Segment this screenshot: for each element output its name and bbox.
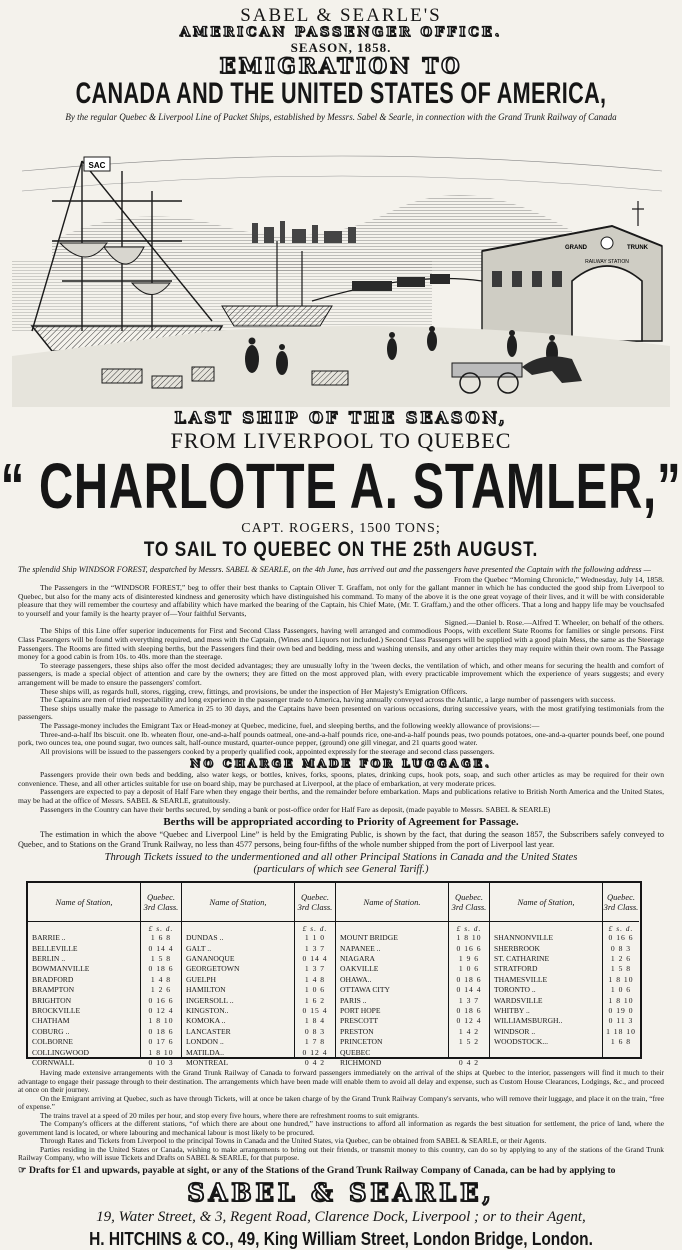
station-fare: 0 18 6 bbox=[148, 964, 174, 974]
station-sign-right: TRUNK bbox=[627, 245, 648, 251]
column-header-name: Name of Station, bbox=[490, 883, 602, 922]
station-name: KOMOKA .. bbox=[186, 1016, 226, 1026]
station-name: PARIS .. bbox=[340, 995, 367, 1005]
station-fare: 1 8 4 bbox=[304, 1016, 326, 1026]
fare-column-4 bbox=[490, 883, 639, 1057]
station-fare: 0 16 6 bbox=[608, 933, 634, 943]
footer-paragraph: Parties residing in the United States or Canada, wishing to make arrangements to bring out their friends, or transmit money to this country, can do so by applying to any of the stations of the Grand Trunk Railway Company, who will issue Tickets and Drafts on SABEL & SEARLE, for that purpose. bbox=[18, 1144, 664, 1163]
station-fare: 0 11 3 bbox=[608, 1016, 634, 1026]
harbour-engraving bbox=[12, 131, 670, 407]
station-name: STRATFORD bbox=[494, 964, 538, 974]
station-fare: 1 1 0 bbox=[304, 933, 326, 943]
station-fare: 0 18 6 bbox=[456, 1005, 482, 1015]
station-name: BROCKVILLE bbox=[32, 1005, 81, 1015]
agent-line: H. HITCHINS & CO., 49, King William Street, London Bridge, London. bbox=[89, 1228, 593, 1249]
station-name: WILLIAMSBURGH.. bbox=[494, 1016, 563, 1026]
station-fare: 0 14 4 bbox=[148, 943, 174, 953]
station-fare: 1 8 10 bbox=[608, 974, 634, 984]
body-paragraph: These ships will, as regards hull, stores, rigging, crew, fittings, and provisions, be under the inspection of Her Majesty's Emigration Officers. bbox=[40, 686, 468, 696]
station-name: WARDSVILLE bbox=[494, 995, 543, 1005]
footer-paragraph: Having made extensive arrangements with the Grand Trunk Railway of Canada to forward passengers immediately on the arrival of the ships at Quebec to the interior, passengers will find it much to their advantage to engage their passage through to their destination. The arrangements which have been made will enable them to avoid all delay and expense, such as Custom House Clearances, Lodgings, &c., and proceed at once on their journey. bbox=[18, 1068, 664, 1095]
ship-flag-text: SAC bbox=[88, 161, 106, 170]
station-name: SHERBROOK bbox=[494, 943, 540, 953]
fare-table bbox=[26, 881, 642, 1067]
station-name: NAPANEE .. bbox=[340, 943, 381, 953]
station-name: BARRIE .. bbox=[32, 933, 66, 943]
address-paragraph: The Passengers in the “WINDSOR FOREST,” beg to offer their best thanks to Captain Oliver T. Graffam, not only for the gallant manner in which he has conducted the good ship from Liverpool to Quebec, but also for the many acts of disinterested kindness and generosity which have distinguished his command. To many of the above it is the one great voyage of their lives, and it will be with considerable pleasure that they will remember the courtesy and affability which have marked the bearing of the Captain, his Chief Mate, (Mr. T. Graffam,) and the other officers. That a long and happy life may be vouchsafed to yourself and your family is the hearty prayer of—Your faithful Servants, bbox=[18, 583, 664, 618]
firm-line: SABEL & SEARLE'S bbox=[240, 5, 442, 26]
station-fare: 0 17 6 bbox=[148, 1037, 174, 1047]
station-fare: 0 10 3 bbox=[148, 1057, 174, 1067]
station-name: WHITBY .. bbox=[494, 1005, 530, 1015]
station-fare: 0 12 4 bbox=[456, 1016, 482, 1026]
station-fare: 1 8 10 bbox=[456, 933, 482, 943]
column-header-price: Quebec. 3rd Class. bbox=[295, 883, 335, 922]
station-sign-left: GRAND bbox=[565, 245, 587, 251]
station-sign-line2: RAILWAY STATION bbox=[585, 259, 629, 265]
station-name: SHANNONVILLE bbox=[494, 933, 554, 943]
station-name: CHATHAM bbox=[32, 1016, 70, 1026]
station-name: BRAMPTON bbox=[32, 985, 75, 995]
station-fare: 1 7 8 bbox=[304, 1037, 326, 1047]
station-name: PRESCOTT bbox=[340, 1016, 378, 1026]
intro-paragraph: The splendid Ship WINDSOR FOREST, despatched by Messrs. SABEL & SEARLE, on the 4th June, has arrived out and the passengers have presented the Captain with the following address — bbox=[18, 565, 651, 574]
body-paragraph: Passengers in the Country can have their berths secured, by sending a bank or post-office order for Half Fare as deposit, (made payable to Messrs. SABEL & SEARLE) bbox=[40, 804, 551, 814]
station-name: THAMESVILLE bbox=[494, 974, 548, 984]
station-name: INGERSOLL .. bbox=[186, 995, 234, 1005]
station-name bbox=[490, 1058, 602, 1068]
firm-name: SABEL & SEARLE, bbox=[187, 1177, 495, 1207]
body-paragraph: All provisions will be issued to the passengers cooked by a properly qualified cook, appointed expressly for the steerage and second class passengers. bbox=[40, 746, 495, 756]
station-name: BOWMANVILLE bbox=[32, 964, 90, 974]
station-fare bbox=[603, 1048, 639, 1058]
last-ship-banner: LAST SHIP OF THE SEASON, bbox=[174, 408, 508, 427]
station-fare: 0 8 3 bbox=[610, 943, 632, 953]
body-paragraph: Passengers are expected to pay a deposit of Half Fare when they engage their berths, and the remainder before embarkation. Maps and publications relative to British North America and the United States, may be had at the office of Messrs. SABEL & SEARLE, gratuitously. bbox=[18, 787, 664, 806]
column-header-price: Quebec. 3rd Class. bbox=[449, 883, 489, 922]
station-fare: 0 15 4 bbox=[302, 1005, 328, 1015]
station-fare: 0 16 6 bbox=[148, 995, 174, 1005]
station-name: GUELPH bbox=[186, 974, 216, 984]
station-fare: 1 6 2 bbox=[304, 995, 326, 1005]
station-name: COLBORNE bbox=[32, 1037, 73, 1047]
station-name: COBURG .. bbox=[32, 1026, 70, 1036]
station-fare: 0 12 4 bbox=[302, 1047, 328, 1057]
station-fare: 1 3 7 bbox=[304, 943, 326, 953]
fare-column-1 bbox=[28, 883, 182, 1067]
footer-paragraph: The Company's officers at the different stations, “of which there are about one hundred,” have instructions to afford all information as regards the best situation for settlement, the price of land, where the government land is located, or where labouring and mechanical labour is most likely to be procured. bbox=[18, 1119, 664, 1137]
station-fare: 0 14 4 bbox=[456, 985, 482, 995]
station-fare: 1 6 8 bbox=[150, 933, 172, 943]
body-paragraph: These ships usually make the passage to America in 25 to 30 days, and the Captains have been presented on various occasions, during successive years, with the most gratifying testimonials from the passengers. bbox=[18, 703, 664, 722]
station-name: OHAWA.. bbox=[340, 974, 372, 984]
station-name: RICHMOND bbox=[340, 1057, 382, 1067]
station-fare: 1 4 8 bbox=[304, 974, 326, 984]
station-fare: 1 8 10 bbox=[608, 995, 634, 1005]
station-fare: 1 3 7 bbox=[304, 964, 326, 974]
subline: By the regular Quebec & Liverpool Line of Packet Ships, established by Messrs. Sabel & Searle, in connection with the Grand Trunk Railway of Canada bbox=[65, 112, 617, 122]
captain-line: CAPT. ROGERS, 1500 TONS; bbox=[241, 521, 441, 536]
column-header-price: Quebec. 3rd Class. bbox=[603, 883, 639, 922]
station-fare: 1 0 6 bbox=[458, 964, 480, 974]
drafts-line: ☞ Drafts for £1 and upwards, payable at sight, or any of the Stations of the Grand Trunk Railway Company of Canada, can be had by applying to bbox=[18, 1164, 616, 1176]
station-name: TORONTO .. bbox=[494, 985, 536, 995]
column-header-name: Name of Station, bbox=[182, 883, 294, 922]
station-fare: 1 2 6 bbox=[610, 954, 632, 964]
station-name: GALT .. bbox=[186, 943, 212, 953]
ship-name: “ CHARLOTTE A. STAMLER,” bbox=[0, 450, 682, 522]
station-fare: 0 18 6 bbox=[148, 1026, 174, 1036]
station-fare: 0 4 2 bbox=[458, 1057, 480, 1067]
station-name: OAKVILLE bbox=[340, 964, 379, 974]
berths-line: Berths will be appropriated according to Priority of Agreement for Passage. bbox=[163, 816, 519, 829]
station-fare: 1 6 8 bbox=[610, 1037, 632, 1047]
station-fare: 1 8 10 bbox=[148, 1047, 174, 1057]
column-header-name: Name of Station, bbox=[28, 883, 140, 922]
station-name: LANCASTER bbox=[186, 1026, 231, 1036]
column-header-name: Name of Station. bbox=[336, 883, 448, 922]
station-fare: 0 19 0 bbox=[608, 1005, 634, 1015]
station-name: COLLINGWOOD bbox=[32, 1047, 89, 1057]
body-paragraph: The Captains are men of tried respectability and long experience in the passenger trade to America, having annually conveyed across the Atlantic, a large number of passengers with success. bbox=[40, 695, 616, 705]
office-line: AMERICAN PASSENGER OFFICE. bbox=[179, 25, 503, 40]
station-fare bbox=[603, 1058, 639, 1068]
station-name bbox=[490, 1048, 602, 1058]
station-name: MATILDA.. bbox=[186, 1047, 224, 1057]
station-fare: 1 2 6 bbox=[150, 985, 172, 995]
station-name: LONDON .. bbox=[186, 1037, 224, 1047]
station-name: GEORGETOWN bbox=[186, 964, 240, 974]
station-fare: 1 5 2 bbox=[458, 1037, 480, 1047]
footer-paragraph: Through Rates and Tickets from Liverpool to the principal Towns in Canada and the United States, via Quebec, can be obtained from SABEL & SEARLE, or their Agents. bbox=[40, 1136, 547, 1146]
through-tickets-line: Through Tickets issued to the undermentioned and all other Principal Stations in Canada and the United States bbox=[104, 852, 578, 864]
station-name: DUNDAS .. bbox=[186, 933, 224, 943]
station-name: WINDSOR .. bbox=[494, 1026, 536, 1036]
destination-headline: CANADA AND THE UNITED STATES OF AMERICA, bbox=[75, 77, 607, 110]
currency-header: £ s. d. bbox=[148, 924, 174, 934]
footer-paragraph: On the Emigrant arriving at Quebec, such as have through Tickets, will at once be taken charge of by the Grand Trunk Railway Company's servants, who will remove their luggage, and place it on the train, “free of expense.” bbox=[18, 1093, 664, 1112]
station-fare: 1 18 10 bbox=[606, 1026, 636, 1036]
source-line: From the Quebec “Morning Chronicle,” Wednesday, July 14, 1858. bbox=[453, 575, 664, 584]
station-name: MONTREAL bbox=[186, 1057, 229, 1067]
station-fare: 1 3 7 bbox=[458, 995, 480, 1005]
station-name: HAMILTON bbox=[186, 985, 226, 995]
station-name: ST. CATHARINE bbox=[494, 954, 550, 964]
station-fare: 0 8 3 bbox=[304, 1026, 326, 1036]
currency-header: £ s. d. bbox=[302, 924, 328, 934]
station-name: KINGSTON.. bbox=[186, 1005, 229, 1015]
route-line: FROM LIVERPOOL TO QUEBEC bbox=[170, 428, 512, 453]
season-line: SEASON, 1858. bbox=[290, 40, 392, 55]
emigration-line: EMIGRATION TO bbox=[219, 53, 463, 78]
station-name: BRADFORD bbox=[32, 974, 74, 984]
fare-column-3 bbox=[336, 883, 490, 1067]
no-charge-heading: NO CHARGE MADE FOR LUGGAGE. bbox=[190, 757, 492, 771]
station-name: CORNWALL bbox=[32, 1057, 75, 1067]
station-fare: 1 0 6 bbox=[610, 985, 632, 995]
station-fare: 0 18 6 bbox=[456, 974, 482, 984]
station-fare: 1 4 2 bbox=[458, 1026, 480, 1036]
station-fare: 1 4 8 bbox=[150, 974, 172, 984]
body-paragraph: Three-and-a-half lbs biscuit. one lb. wheaten flour, one-and-a-half pounds oatmeal, one-and-a-half pounds rice, one-and-a-half pounds peas, two pounds potatoes, one-and-a-quarter pounds beef, one pound pork, two ounces tea, one pound sugar, two ounces salt, half-ounce mustard, quarter-ounce pepper, (ground) one gill vinegar, and 21 quarts good water. bbox=[18, 729, 664, 748]
body-paragraph: The Ships of this Line offer superior inducements for First and Second Class Passengers, having well arranged and commodious Poops, with excellent State Rooms for families or single persons. First Class Passengers will be found with everything required, and mess with the Captain, (Wines and Liquors not included.) Second Class Passengers will be supplied with a good plain Mess, the same as the Steerage Passengers. The Rooms are fitted with sleeping berths, but the Passengers find their own bed and bedding, mess and washing utensils, and any other articles they may require within their own room. The Passage money for a good cabin is from 10s. to 40s. more than the steerage. bbox=[18, 626, 664, 662]
currency-header: £ s. d. bbox=[456, 924, 482, 934]
station-name: NIAGARA bbox=[340, 954, 376, 964]
column-header-price: Quebec. 3rd Class. bbox=[141, 883, 181, 922]
footer-paragraph: The trains travel at a speed of 20 miles per hour, and stop every five hours, where there are refreshment rooms to suit emigrants. bbox=[40, 1110, 419, 1120]
station-name: BRIGHTON bbox=[32, 995, 72, 1005]
station-name: BERLIN .. bbox=[32, 954, 66, 964]
signed-line: Signed.—Daniel b. Rose.—Alfred T. Wheeler, on behalf of the others. bbox=[444, 618, 664, 628]
station-fare: 1 5 8 bbox=[150, 954, 172, 964]
station-fare: 1 5 8 bbox=[610, 964, 632, 974]
station-fare: 0 4 2 bbox=[304, 1057, 326, 1067]
station-fare: 0 12 4 bbox=[148, 1005, 174, 1015]
station-fare bbox=[449, 1048, 489, 1058]
station-name: PRESTON bbox=[340, 1026, 374, 1036]
station-fare: 0 16 6 bbox=[456, 943, 482, 953]
station-name: QUEBEC bbox=[340, 1047, 371, 1057]
station-fare: 1 8 10 bbox=[148, 1016, 174, 1026]
body-paragraph: The Passage-money includes the Emigrant Tax or Head-money at Quebec, medicine, fuel, and sleeping berths, and the following weekly allowance of provisions:— bbox=[40, 720, 540, 730]
currency-header: £ s. d. bbox=[608, 924, 634, 934]
station-name: PORT HOPE bbox=[340, 1005, 381, 1015]
station-name: OTTAWA CITY bbox=[340, 985, 391, 995]
station-name: BELLEVILLE bbox=[32, 943, 78, 953]
body-paragraph: Passengers provide their own beds and bedding, also water kegs, or bottles, knives, forks, spoons, plates, drinking cups, hook pots, soap, and such other articles as may be required for their own convenience. These, and all other articles suitable for use on board ship, may be purchased at Liverpool, at the place of embarkation, at very moderate prices. bbox=[18, 770, 664, 788]
through-tickets-sub: (particulars of which see General Tariff.) bbox=[253, 864, 429, 876]
station-name: WOODSTOCK... bbox=[494, 1037, 549, 1047]
station-name: MOUNT BRIDGE bbox=[340, 933, 398, 943]
station-name: GANANOQUE bbox=[186, 954, 235, 964]
sail-date: TO SAIL TO QUEBEC ON THE 25th AUGUST. bbox=[143, 538, 539, 561]
firm-address: 19, Water Street, & 3, Regent Road, Clarence Dock, Liverpool ; or to their Agent, bbox=[96, 1208, 586, 1225]
station-fare: 1 9 6 bbox=[458, 954, 480, 964]
station-name: PRINCETON bbox=[340, 1037, 383, 1047]
estimation-paragraph: The estimation in which the above “Quebec and Liverpool Line” is held by the Emigrating Public, is shown by the fact, that during the season 1857, the Subscribers safely conveyed to Quebec, and to Stations on the Grand Trunk Railway, no less than 4577 persons, being four-fifths of the whole number shipped from the port of Liverpool last year. bbox=[18, 830, 664, 849]
station-fare: 1 0 6 bbox=[304, 985, 326, 995]
fare-column-2 bbox=[182, 883, 336, 1067]
body-paragraph: To steerage passengers, these ships also offer the most decided advantages; they are unusually lofty in the 'tween decks, the ventilation of which, and other means for securing the health and comfort of passengers, is made a special object of attention and care by the owners; they are fitted on the most approved plan, with every practicable improvement which the experience of years suggests; and every arrangement will be made to ensure the passengers' comfort. bbox=[18, 660, 664, 687]
station-fare: 0 14 4 bbox=[302, 954, 328, 964]
